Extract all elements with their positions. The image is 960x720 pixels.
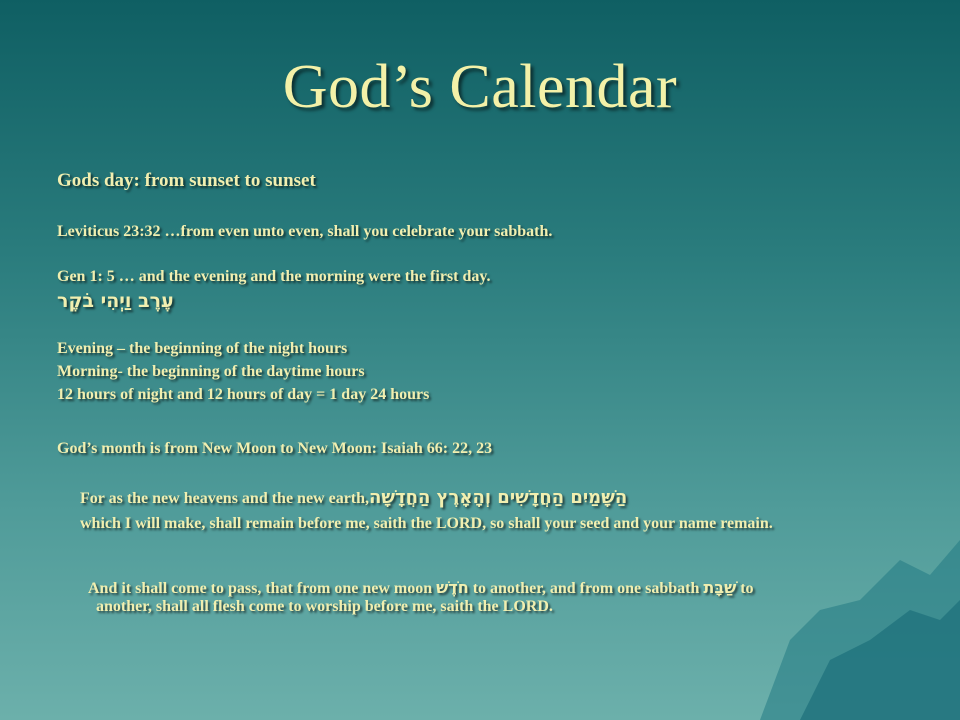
gods-day-line: Gods day: from sunset to sunset bbox=[57, 170, 316, 191]
verse-2 bbox=[80, 515, 880, 533]
genesis-line: Gen 1: 5 … and the evening and the morning were the first day. bbox=[57, 268, 491, 285]
verse-1-hebrew: הַשָּׁמַיִם הַחֲדָשִׁים וְהָאָרֶץ הַחֲדָשָׁה bbox=[369, 487, 628, 508]
verse-2-text: which I will make, shall remain before me, saith the LORD, so shall your seed and your name remain. bbox=[80, 515, 773, 532]
leviticus-line: Leviticus 23:32 …from even unto even, shall you celebrate your sabbath. bbox=[57, 223, 553, 240]
morning-line: Morning- the beginning of the daytime hours bbox=[57, 363, 365, 380]
verse-3-part-3: to bbox=[740, 580, 754, 597]
verse-1-text: For as the new heavens and the new earth, bbox=[80, 490, 370, 507]
hebrew-evening-morning: עֶרֶב וַיְהִי בֹקֶר bbox=[57, 290, 174, 312]
verse-3-hebrew-sabbath: שַׁבָּת bbox=[703, 578, 737, 597]
slide-title: God’s Calendar bbox=[282, 53, 678, 121]
verse-3-part-2: to another, and from one sabbath bbox=[472, 580, 700, 597]
evening-line: Evening – the beginning of the night hours bbox=[57, 340, 348, 357]
verse-3-hebrew-new-moon: חֹדֶשׁ bbox=[436, 578, 469, 597]
month-line: God’s month is from New Moon to New Moon: Isaiah 66: 22, 23 bbox=[57, 440, 493, 457]
hours-line: 12 hours of night and 12 hours of day = 1 day 24 hours bbox=[57, 386, 430, 403]
verse-3-line-2: another, shall all flesh come to worship before me, saith the LORD. bbox=[96, 598, 553, 615]
verse-3-line-1 bbox=[88, 578, 754, 598]
verse-1 bbox=[80, 487, 627, 508]
verse-3-part-1: And it shall come to pass, that from one new moon bbox=[88, 580, 433, 597]
